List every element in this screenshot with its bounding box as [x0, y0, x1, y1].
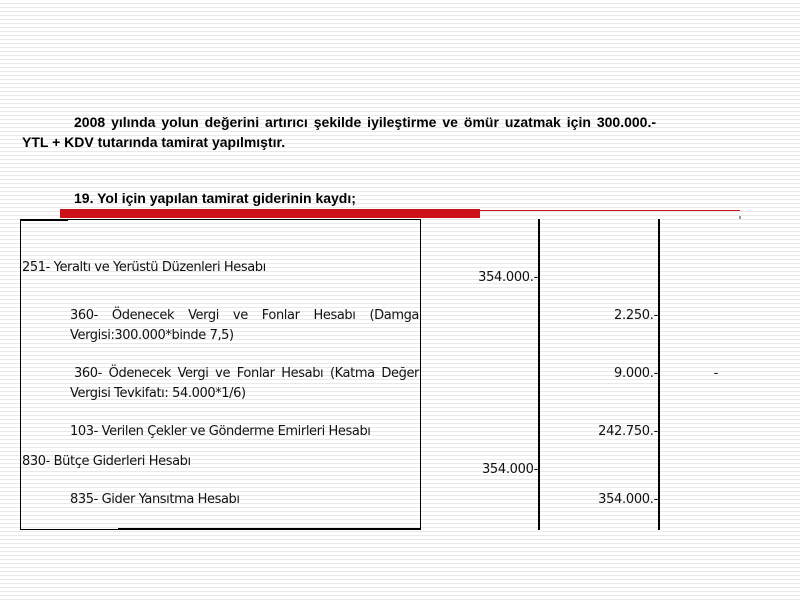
account-line: 251- Yeraltı ve Yerüstü Düzenleri Hesabı — [22, 260, 266, 275]
bottom-rule-right — [118, 528, 420, 530]
credit-column-divider — [658, 219, 660, 530]
debit-amount: 354.000- — [481, 462, 538, 477]
debit-column-divider — [538, 219, 540, 530]
account-line: 360- Ödenecek Vergi ve Fonlar Hesabı (Damga Vergisi:300.000*binde 7,5) — [70, 308, 419, 343]
intro-paragraph: 2008 yılında yolun değerini artırıcı şekilde iyileştirme ve ömür uzatmak için 300.000.- YTL + KDV tutarında tamirat yapılmıştır. — [22, 114, 656, 150]
accent-tick — [739, 216, 741, 219]
accent-line — [480, 210, 740, 211]
accent-bar — [60, 209, 480, 218]
account-line: 103- Verilen Çekler ve Gönderme Emirleri Hesabı — [70, 424, 371, 439]
account-line: 830- Bütçe Giderleri Hesabı — [22, 454, 191, 469]
entry-heading: 19. Yol için yapılan tamirat giderinin kaydı; — [74, 190, 356, 206]
credit-amount: 2.250.- — [614, 308, 658, 323]
top-rule-right — [118, 219, 420, 220]
extra-mark: - — [713, 366, 718, 381]
debit-amount: 354.000.- — [478, 270, 538, 285]
credit-amount: 242.750.- — [598, 424, 658, 439]
credit-amount: 9.000.- — [614, 366, 658, 381]
account-line: 835- Gider Yansıtma Hesabı — [70, 492, 240, 507]
credit-amount: 354.000.- — [598, 492, 658, 507]
top-rule-left — [20, 219, 68, 221]
account-line: 360- Ödenecek Vergi ve Fonlar Hesabı (Katma Değer Vergisi Tevkifatı: 54.000*1/6) — [70, 366, 419, 401]
